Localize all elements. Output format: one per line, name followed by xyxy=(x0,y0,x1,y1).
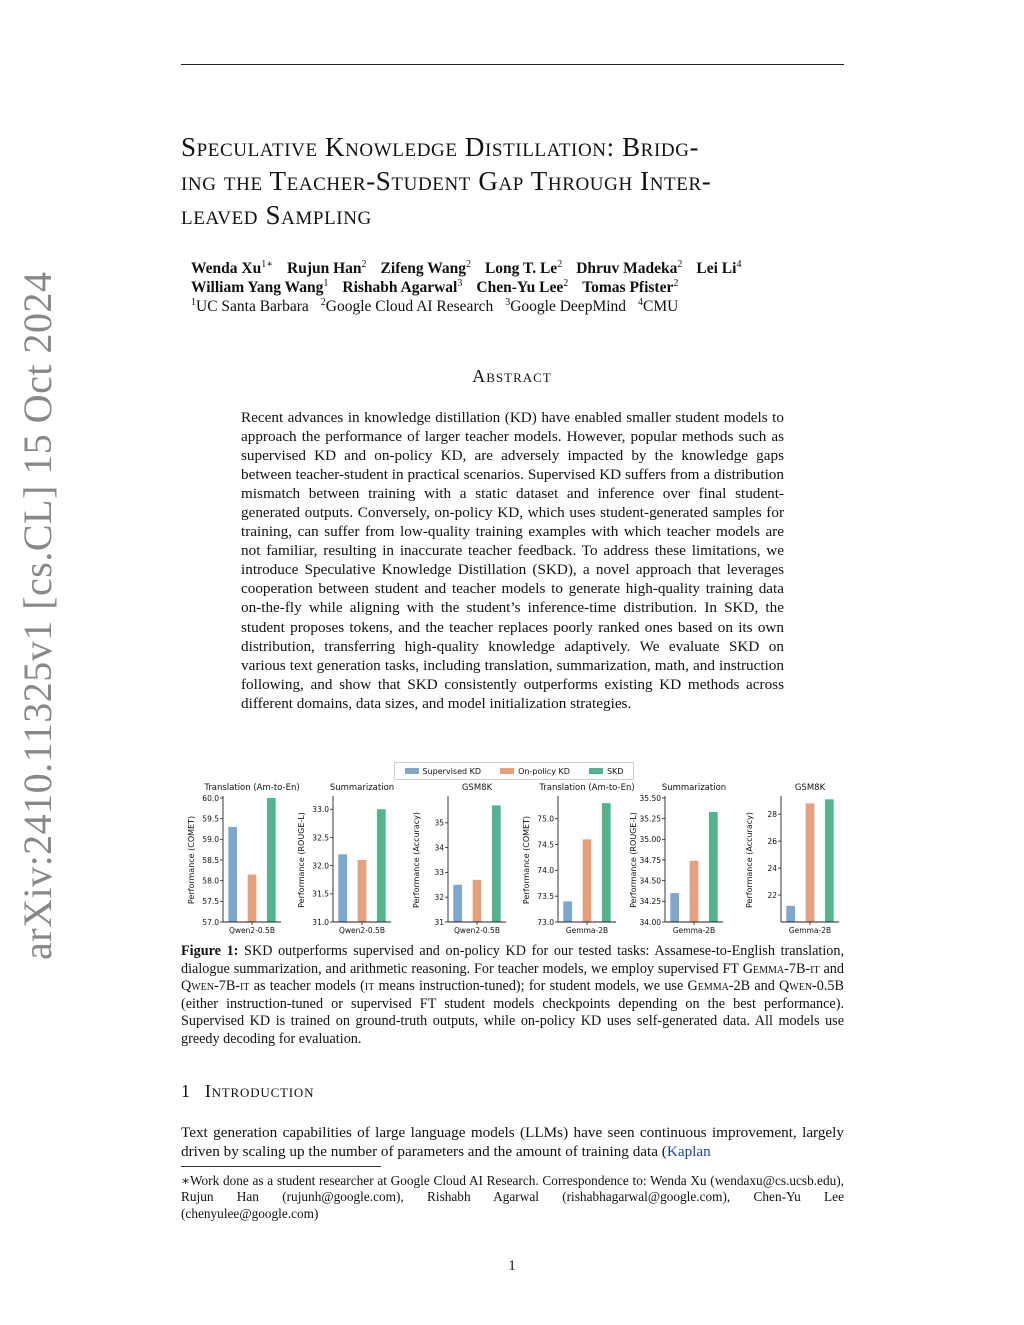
y-tick-label: 59.0 xyxy=(202,835,219,845)
x-tick-label: Qwen2-0.5B xyxy=(229,926,275,935)
y-tick-label: 31.0 xyxy=(312,917,329,927)
y-tick-label: 35.50 xyxy=(639,793,661,803)
chart-panel xyxy=(623,782,728,938)
intro-text: Text generation capabilities of large language models (LLMs) have seen continuous improvement, largely driven by scaling up the number of parameters and the amount of training data ( xyxy=(181,1124,844,1160)
affiliation: $^3$Google DeepMind xyxy=(505,297,627,315)
caption-text: (either instruction-tuned or supervised FT student models checkpoints depending on the best performance). Supervised KD is trained on ground-truth outputs, while on-policy KD uses self-generated data. All models use greedy decoding for evaluation. xyxy=(181,995,844,1047)
y-tick-label: 74.0 xyxy=(537,866,554,876)
bar-chart xyxy=(406,782,511,938)
x-tick-label: Gemma-2B xyxy=(565,926,609,935)
affiliation: $^4$CMU xyxy=(638,297,679,315)
legend-item: SKD xyxy=(589,767,623,776)
affiliation: $^2$Google Cloud AI Research xyxy=(320,297,494,315)
bar-supervised-kd xyxy=(670,893,679,922)
caption-text: as teacher models ( xyxy=(249,978,365,995)
y-tick-label: 34.75 xyxy=(639,855,661,865)
model-name: Gemma-2B xyxy=(687,978,751,995)
legend-item: Supervised KD xyxy=(405,767,482,776)
bar-supervised-kd xyxy=(338,854,347,922)
y-tick-label: 31 xyxy=(434,917,444,927)
top-rule xyxy=(181,64,844,65)
y-tick-label: 34.00 xyxy=(639,917,661,927)
arxiv-stamp: arXiv:2410.11325v1 [cs.CL] 15 Oct 2024 xyxy=(15,271,60,960)
bar-skd xyxy=(377,809,386,922)
author-row xyxy=(191,278,831,297)
bar-skd xyxy=(825,799,834,922)
affiliation-mark: 2 xyxy=(361,259,367,270)
affiliation-mark: 3 xyxy=(457,278,463,289)
affiliation-mark: 2 xyxy=(557,259,563,270)
legend-swatch xyxy=(589,768,603,774)
section-number: 1 xyxy=(181,1081,191,1101)
caption-text: SKD outperforms supervised and on-policy KD for our tested tasks: Assamese-to-English translation, dialogue summarization, and arithmetic reasoning. For teacher models, we employ supervised FT xyxy=(181,943,845,977)
y-tick-label: 35.00 xyxy=(639,835,661,845)
affiliations xyxy=(191,297,831,316)
y-tick-label: 35 xyxy=(434,818,444,828)
y-axis-label: Performance (COMET) xyxy=(187,815,196,905)
affiliation-mark: 2 xyxy=(563,278,569,289)
model-name: Gemma-7B-it xyxy=(742,960,820,977)
citation-link[interactable]: Kaplan xyxy=(666,1142,711,1160)
intro-paragraph xyxy=(181,1124,844,1161)
y-tick-label: 57.5 xyxy=(202,897,219,907)
affiliation-mark: 1∗ xyxy=(261,259,274,270)
chart-panel xyxy=(406,782,511,938)
chart-title: Summarization xyxy=(329,783,395,793)
y-tick-label: 73.0 xyxy=(537,917,554,927)
bar-on-policy-kd xyxy=(248,874,257,922)
y-tick-label: 34 xyxy=(434,843,444,853)
page-number: 1 xyxy=(508,1258,516,1274)
y-tick-label: 26 xyxy=(767,836,777,846)
caption-text: means instruction-tuned); for student models, we use xyxy=(374,978,688,995)
bar-on-policy-kd xyxy=(806,803,815,922)
y-tick-label: 34.25 xyxy=(639,897,661,907)
bar-skd xyxy=(709,812,718,922)
bar-skd xyxy=(267,798,276,922)
title-line: Speculative Knowledge Distillation: Bridg- xyxy=(181,132,700,162)
bar-chart xyxy=(181,782,300,938)
y-tick-label: 32 xyxy=(434,893,444,902)
y-tick-label: 73.5 xyxy=(537,891,554,901)
chart-title: GSM8K xyxy=(461,783,493,793)
bar-supervised-kd xyxy=(228,827,237,922)
affiliation-mark: 2 xyxy=(673,278,679,289)
section-title: Introduction xyxy=(204,1081,315,1101)
author-block xyxy=(191,259,831,316)
model-name: it xyxy=(364,978,375,995)
affiliation: $^1$UC Santa Barbara xyxy=(191,297,309,315)
y-tick-label: 32.0 xyxy=(312,861,329,871)
chart-legend xyxy=(394,762,634,780)
y-axis-label: Performance (COMET) xyxy=(522,815,531,905)
y-tick-label: 28 xyxy=(767,809,777,819)
author-name: Wenda $Xu^{1∗}$ xyxy=(191,259,274,277)
author-name: Zifeng Wang$^2$ xyxy=(380,259,471,277)
y-tick-label: 58.5 xyxy=(202,855,219,865)
x-tick-label: Qwen2-0.5B xyxy=(454,926,500,935)
caption-text: and xyxy=(750,978,780,995)
y-tick-label: 75.0 xyxy=(537,814,554,824)
model-name: Qwen-0.5B xyxy=(779,978,844,995)
author-name: Lei Li$^4$ xyxy=(696,259,742,277)
bar-supervised-kd xyxy=(786,906,795,922)
author-name: Tomas Pfister$^2$ xyxy=(582,278,679,296)
affiliation-mark: 4 xyxy=(736,259,742,270)
chart-panel xyxy=(181,782,300,938)
author-name: William Yang Wang$^1$ xyxy=(191,278,329,296)
y-tick-label: 33 xyxy=(434,868,444,878)
affiliation-mark: 1 xyxy=(323,278,329,289)
y-tick-label: 22 xyxy=(767,890,777,900)
y-tick-label: 35.25 xyxy=(639,814,661,824)
author-name: Dhruv Madeka$^2$ xyxy=(576,259,683,277)
author-name: Rujun Han$^2$ xyxy=(287,259,367,277)
x-tick-label: Qwen2-0.5B xyxy=(339,926,385,935)
title-line: leaved Sampling xyxy=(181,200,372,230)
bar-chart xyxy=(291,782,396,938)
caption-label: Figure 1: xyxy=(181,943,239,959)
author-name: Long T. Le$^2$ xyxy=(484,259,563,277)
legend-item: On-policy KD xyxy=(500,767,570,776)
y-tick-label: 57.0 xyxy=(202,917,219,927)
y-axis-label: Performance (ROUGE-L) xyxy=(297,812,306,908)
legend-swatch xyxy=(500,768,514,774)
x-tick-label: Gemma-2B xyxy=(672,926,716,935)
bar-on-policy-kd xyxy=(690,861,699,922)
y-axis-label: Performance (Accuracy) xyxy=(745,811,754,909)
y-tick-label: 59.5 xyxy=(202,814,219,824)
y-tick-label: 33.0 xyxy=(312,805,329,815)
chart-title: Translation (Am-to-En) xyxy=(204,783,300,793)
abstract-heading: Abstract xyxy=(472,366,552,386)
y-tick-label: 34.50 xyxy=(639,876,661,886)
y-tick-label: 24 xyxy=(767,863,777,873)
legend-swatch xyxy=(405,768,419,774)
bar-skd xyxy=(492,805,501,922)
y-tick-label: 32.5 xyxy=(312,833,329,843)
y-axis-label: Performance (Accuracy) xyxy=(412,811,421,909)
author-name: Rishabh Agarwal$^3$ xyxy=(342,278,463,296)
bar-on-policy-kd xyxy=(358,860,367,922)
x-tick-label: Gemma-2B xyxy=(788,926,832,935)
bar-on-policy-kd xyxy=(473,880,482,922)
affiliation-mark: 2 xyxy=(677,259,683,270)
abstract-text: Recent advances in knowledge distillation (KD) have enabled smaller student models to approach the performance of larger teacher models. However, popular methods such as supervised KD and on-policy KD, are adversely impacted by the knowledge gaps between teacher-student in practical scenarios. Supervised KD suffers from a distribution mismatch between training with a static dataset and inference over final student-generated outputs. Conversely, on-policy KD, which uses student-generated samples for training, can suffer from low-quality training examples with which teacher models are not familiar, resulting in inaccurate teacher feedback. To address these limitations, we introduce Speculative Knowledge Distillation (SKD), a novel approach that leverages cooperation between student and teacher models to generate high-quality training data on-the-fly while aligning with the student’s inference-time distribution. In SKD, the student proposes tokens, and the teacher replaces poorly ranked ones based on its own distribution, transferring high-quality knowledge adaptively. We evaluate SKD on various text generation tasks, including translation, summarization, math, and instruction following, and show that SKD consistently outperforms existing KD methods across different domains, data sizes, and model initialization strategies. xyxy=(241,409,784,712)
title-line: ing the Teacher-Student Gap Through Inter- xyxy=(181,166,712,196)
figure-1 xyxy=(181,760,844,938)
y-tick-label: 60.0 xyxy=(202,793,219,803)
y-tick-label: 58.0 xyxy=(202,876,219,886)
paper-title xyxy=(181,130,851,232)
chart-title: Translation (Am-to-En) xyxy=(539,783,635,793)
figure-caption xyxy=(181,943,844,1049)
y-tick-label: 74.5 xyxy=(537,840,554,850)
bar-supervised-kd xyxy=(563,901,572,922)
footnote-rule xyxy=(181,1166,381,1167)
chart-title: Summarization xyxy=(661,783,727,793)
chart-panel xyxy=(291,782,396,938)
y-axis-label: Performance (ROUGE-L) xyxy=(629,812,638,908)
affiliation-mark: 2 xyxy=(465,259,471,270)
section-heading xyxy=(181,1081,314,1102)
y-tick-label: 31.5 xyxy=(312,889,329,899)
author-row xyxy=(191,259,831,278)
footnote: ∗Work done as a student researcher at Google Cloud AI Research. Correspondence to: Wenda Xu (wendaxu@cs.ucsb.edu), Rujun Han (rujunh@google.com), Rishabh Agarwal (rishabhagarwal@google.com), Chen-Yu Lee (chenyulee@google.com) xyxy=(181,1173,844,1221)
bar-chart xyxy=(739,782,844,938)
chart-panel xyxy=(739,782,844,938)
bar-supervised-kd xyxy=(453,885,462,922)
bar-chart xyxy=(623,782,728,938)
author-name: Chen-Yu Lee$^2$ xyxy=(476,278,569,296)
model-name: Qwen-7B-it xyxy=(181,978,250,995)
bar-on-policy-kd xyxy=(583,839,592,922)
chart-title: GSM8K xyxy=(794,783,826,793)
caption-text: and xyxy=(819,960,844,977)
bar-skd xyxy=(602,803,611,922)
